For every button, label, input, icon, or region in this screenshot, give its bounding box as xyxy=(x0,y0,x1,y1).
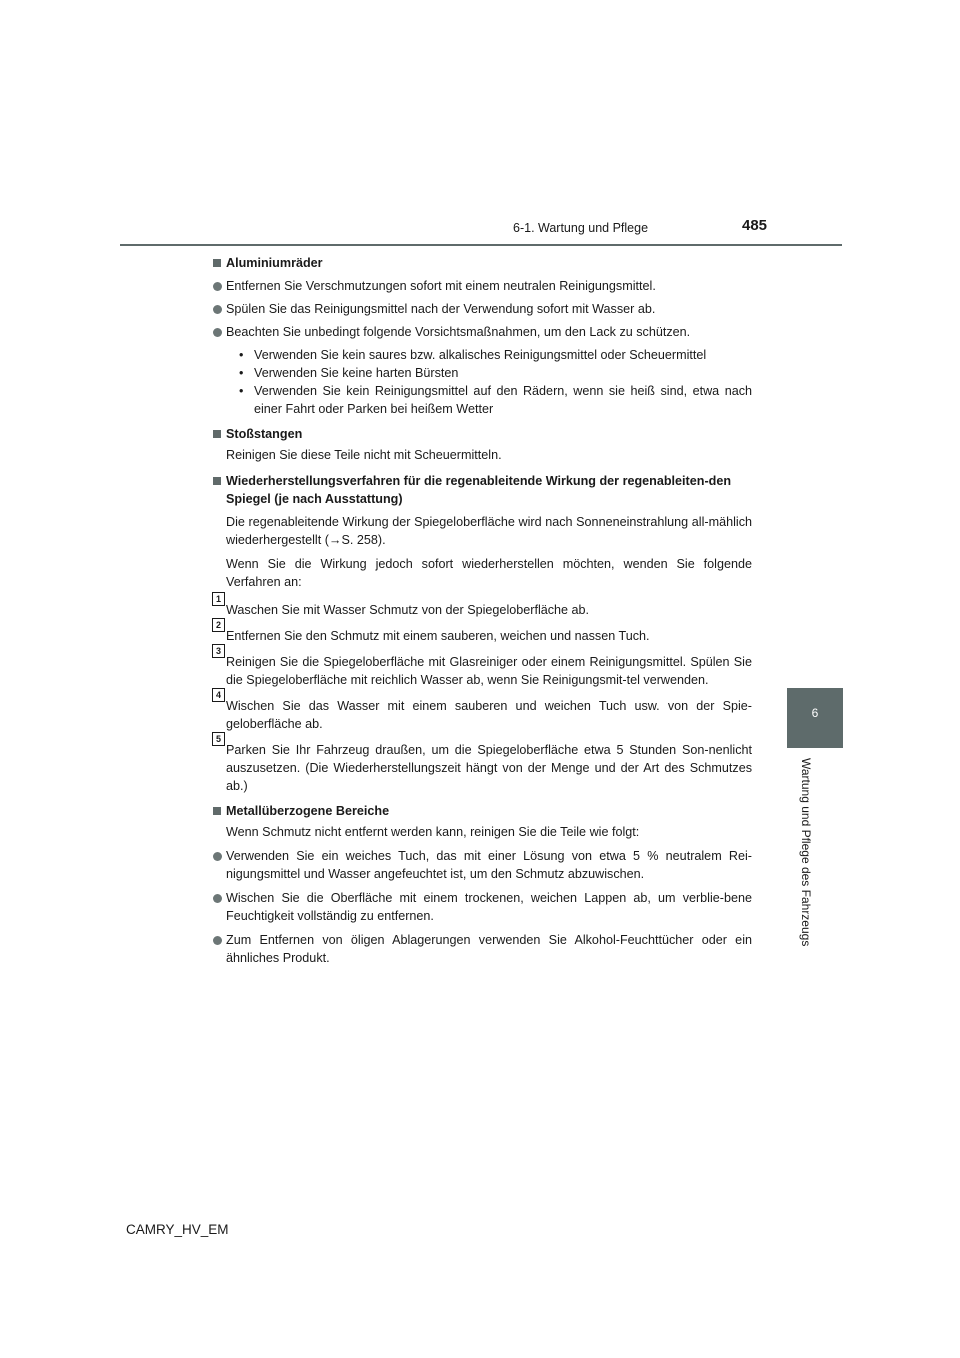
step-number: 2 xyxy=(212,618,225,632)
step-item xyxy=(212,734,752,795)
paragraph: Wenn Schmutz nicht entfernt werden kann, reinigen Sie die Teile wie folgt: xyxy=(226,825,640,839)
round-bullet-icon xyxy=(213,936,222,945)
step-text: Waschen Sie mit Wasser Schmutz von der Spiegeloberfläche ab. xyxy=(226,603,590,617)
square-bullet-icon xyxy=(213,477,221,485)
chapter-tab-number: 6 xyxy=(811,706,819,720)
step-text: Parken Sie Ihr Fahrzeug draußen, um die Spiegeloberfläche etwa 5 Stunden Son-nenlicht auszusetzen. (Die Wiederherstellungszeit hängt von der Menge und der Art des Schmutzes ab.) xyxy=(226,743,752,793)
section-heading-text: Stoßstangen xyxy=(226,427,303,441)
page-content xyxy=(212,254,752,967)
paragraph: Die regenableitende Wirkung der Spiegeloberfläche wird nach Sonneneinstrahlung all-mählich wiederhergestellt (→S. 258). xyxy=(226,515,752,547)
sub-list-item xyxy=(239,346,752,364)
square-bullet-icon xyxy=(213,259,221,267)
step-item xyxy=(212,620,752,645)
step-number: 3 xyxy=(212,644,225,658)
sub-list-item xyxy=(239,382,752,418)
list-item xyxy=(212,323,752,341)
paragraph: Wenn Sie die Wirkung jedoch sofort wiederherstellen möchten, wenden Sie folgende Verfahren an: xyxy=(226,557,752,589)
list-item xyxy=(212,847,752,883)
list-item-text: Zum Entfernen von öligen Ablagerungen verwenden Sie Alkohol-Feuchttücher oder ein ähnliches Produkt. xyxy=(226,933,752,965)
sub-bullet-icon: • xyxy=(239,366,244,380)
section-heading-text: Aluminiumräder xyxy=(226,256,323,270)
sub-list-item-text: Verwenden Sie keine harten Bürsten xyxy=(254,366,459,380)
step-text: Entfernen Sie den Schmutz mit einem sauberen, weichen und nassen Tuch. xyxy=(226,629,650,643)
list-item-text: Entfernen Sie Verschmutzungen sofort mit einem neutralen Reinigungsmittel. xyxy=(226,279,656,293)
section-heading-bumpers xyxy=(212,425,752,443)
list-item xyxy=(212,889,752,925)
list-item xyxy=(212,300,752,318)
section-heading-aluminium xyxy=(212,254,752,272)
step-text: Wischen Sie das Wasser mit einem sauberen und weichen Tuch usw. von der Spie-geloberfläche ab. xyxy=(226,699,752,731)
round-bullet-icon xyxy=(213,328,222,337)
round-bullet-icon xyxy=(213,894,222,903)
sub-bullet-icon: • xyxy=(239,384,244,398)
square-bullet-icon xyxy=(213,430,221,438)
section-heading-mirror xyxy=(212,472,752,508)
round-bullet-icon xyxy=(213,305,222,314)
model-code: CAMRY_HV_EM xyxy=(126,1222,229,1237)
step-item xyxy=(212,646,752,689)
list-item-text: Wischen Sie die Oberfläche mit einem trockenen, weichen Lappen ab, um verblie-bene Feuchtigkeit vollständig zu entfernen. xyxy=(226,891,752,923)
step-number: 5 xyxy=(212,732,225,746)
step-item xyxy=(212,690,752,733)
sub-list-item xyxy=(239,364,752,382)
sub-list-item-text: Verwenden Sie kein saures bzw. alkalisches Reinigungsmittel oder Scheuermittel xyxy=(254,348,707,362)
list-item xyxy=(212,277,752,295)
step-item xyxy=(212,594,752,619)
chapter-tab-label: Wartung und Pflege des Fahrzeugs xyxy=(799,758,813,947)
list-item xyxy=(212,931,752,967)
sub-bullet-icon: • xyxy=(239,348,244,362)
list-item-text: Verwenden Sie ein weiches Tuch, das mit einer Lösung von etwa 5 % neutralem Rei-nigungsmittel und Wasser angefeuchtet ist, um den Schmutz abzuwischen. xyxy=(226,849,752,881)
step-number: 1 xyxy=(212,592,225,606)
page-number: 485 xyxy=(742,217,768,234)
section-heading-text: Metallüberzogene Bereiche xyxy=(226,804,390,818)
list-item-text: Beachten Sie unbedingt folgende Vorsichtsmaßnahmen, um den Lack zu schützen. xyxy=(226,325,691,339)
step-text: Reinigen Sie die Spiegeloberfläche mit Glasreiniger oder einem Reinigungsmittel. Spülen Sie die Spiegeloberfläche mit reichlich Wasser ab, wenn Sie Reinigungsmit-tel verwenden. xyxy=(226,655,752,687)
round-bullet-icon xyxy=(213,852,222,861)
step-number: 4 xyxy=(212,688,225,702)
round-bullet-icon xyxy=(213,282,222,291)
list-item-text: Spülen Sie das Reinigungsmittel nach der Verwendung sofort mit Wasser ab. xyxy=(226,302,656,316)
sub-list-item-text: Verwenden Sie kein Reinigungsmittel auf den Rädern, wenn sie heiß sind, etwa nach einer Fahrt oder Parken bei heißem Wetter xyxy=(254,384,752,416)
header-divider xyxy=(120,244,842,246)
section-title: 6-1. Wartung und Pflege xyxy=(513,221,649,235)
sub-list xyxy=(239,346,752,418)
section-heading-text: Wiederherstellungsverfahren für die regenableitende Wirkung der regenableiten-den Spiegel (je nach Ausstattung) xyxy=(226,474,732,506)
square-bullet-icon xyxy=(213,807,221,815)
section-heading-metal xyxy=(212,802,752,820)
paragraph: Reinigen Sie diese Teile nicht mit Scheuermitteln. xyxy=(226,448,502,462)
